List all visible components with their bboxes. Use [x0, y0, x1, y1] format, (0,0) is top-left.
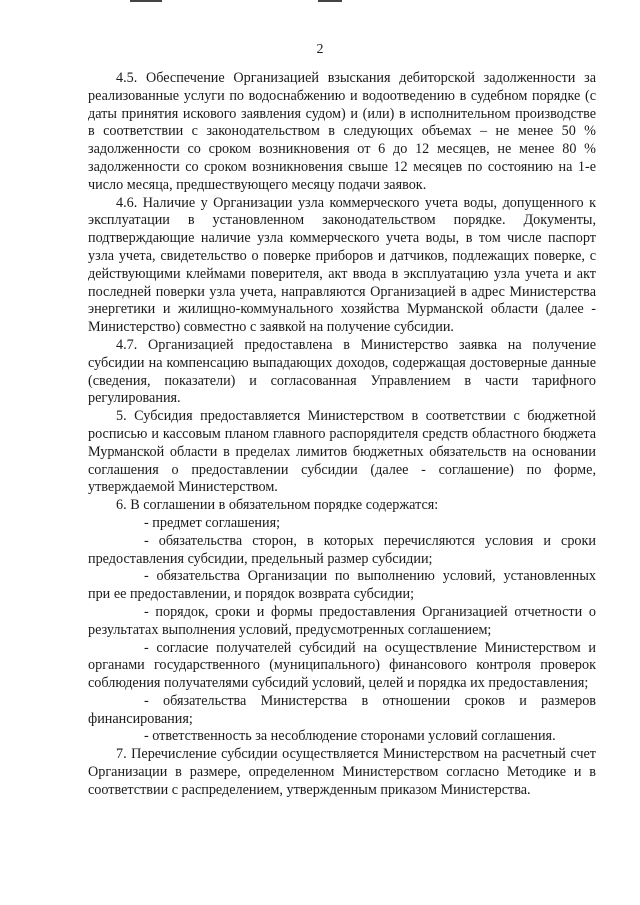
- document-body: [88, 70, 596, 800]
- list-item: - обязательства Министерства в отношении сроков и размеров финансирования;: [88, 692, 596, 727]
- list-item: - согласие получателей субсидий на осуществление Министерством и органами государственного (муниципального) финансового контроля проверок соблюдения получателями субсидий условий, целей и порядка их предоставления;: [88, 639, 596, 692]
- list-item: - обязательства сторон, в которых перечисляются условия и сроки предоставления субсидии, предельный размер субсидии;: [88, 532, 596, 567]
- page-number: 2: [316, 42, 324, 57]
- paragraph: 4.5. Обеспечение Организацией взыскания дебиторской задолженности за реализованные услуги по водоснабжению и водоотведению в судебном порядке (с даты принятия искового заявления судом) и (или) в исполнительном производстве в соответствии с законодательством в следующих объемах – не менее 50 % задолженности со сроком возникновения от 6 до 12 месяцев, не менее 80 % задолженности со сроком возникновения свыше 12 месяцев по состоянию на 1-е число месяца, предшествующего месяцу подачи заявок.: [88, 70, 596, 193]
- scan-mark-left: [130, 0, 162, 2]
- paragraph: 4.7. Организацией предоставлена в Министерство заявка на получение субсидии на компенсацию выпадающих доходов, содержащая достоверные данные (сведения, показатели) и согласованная Управлением в части тарифного регулирования.: [88, 336, 596, 407]
- list-item: - ответственность за несоблюдение сторонами условий соглашения.: [144, 728, 556, 745]
- paragraph: 5. Субсидия предоставляется Министерством в соответствии с бюджетной росписью и кассовым планом главного распорядителя средств областного бюджета Мурманской области в пределах лимитов бюджетных обязательств на основании соглашения о предоставлении субсидии (далее - соглашение) по форме, утверждаемой Министерством.: [88, 408, 596, 496]
- paragraph: 4.6. Наличие у Организации узла коммерческого учета воды, допущенного к эксплуатации в установленном законодательством порядке. Документы, подтверждающие наличие узла коммерческого учета воды, в том числе паспорт узла учета, свидетельство о поверке приборов и датчиков, подлежащих поверке, с действующими клеймами поверителя, акт ввода в эксплуатацию узла учета и акт последней поверки узла учета, направляются Организацией в адрес Министерства энергетики и жилищно-коммунального хозяйства Мурманской области (далее - Министерство) совместно с заявкой на получение субсидии.: [88, 194, 596, 336]
- paragraph: 7. Перечисление субсидии осуществляется Министерством на расчетный счет Организации в размере, определенном Министерством согласно Методике и в соответствии с распределением, утвержденным приказом Министерства.: [88, 746, 596, 798]
- scan-mark-right: [318, 0, 342, 2]
- list-item: - порядок, сроки и формы предоставления Организацией отчетности о результатах выполнения условий, предусмотренных соглашением;: [88, 603, 596, 638]
- list-item: - обязательства Организации по выполнению условий, установленных при ее предоставлении, и порядок возврата субсидии;: [88, 568, 596, 603]
- paragraph: 6. В соглашении в обязательном порядке содержатся:: [116, 497, 439, 514]
- list-item: - предмет соглашения;: [144, 514, 281, 531]
